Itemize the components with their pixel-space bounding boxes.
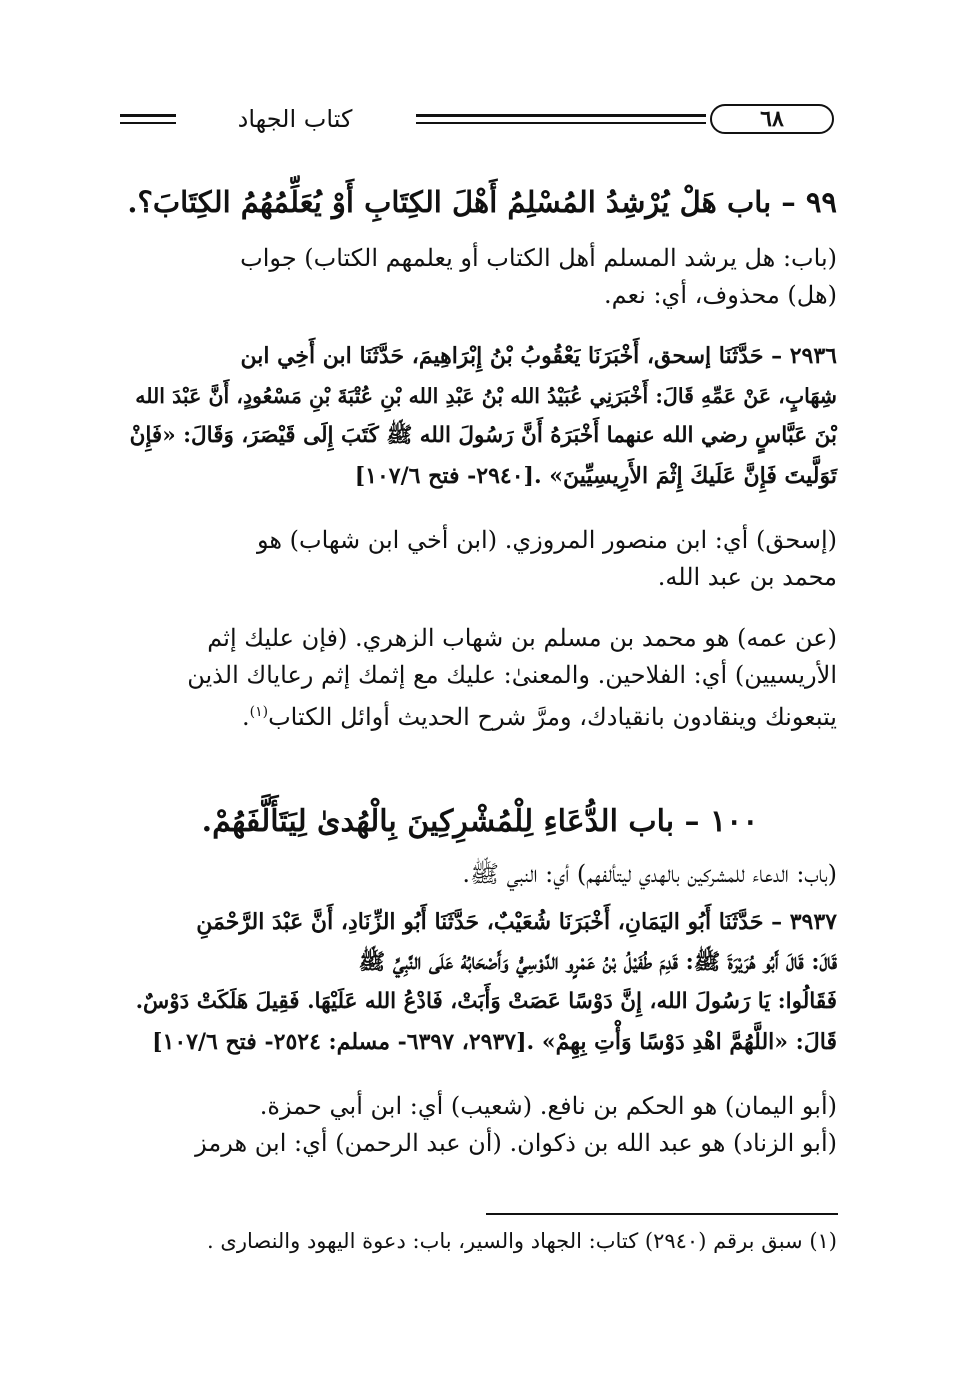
explanation-line: (أبو اليمان) هو الحكم بن نافع. (شعيب) أي: ابن أبي حمزة. [259,1092,837,1120]
hadith-2937 [121,902,837,1062]
hadith-line: ٣٩٣٧ – حَدَّثَنَا أَبُو اليَمَانِ، أَخْبَرَنَا شُعَيْبٌ، حَدَّثَنَا أَبُو الزِّنَادِ، أَنَّ عَبْدَ الرَّحْمَنِ [196,909,837,935]
page-header [120,100,836,140]
hadith-line: فَقَالُوا: يَا رَسُولَ الله، إِنَّ دَوْسًا عَصَتْ وَأَبَتْ، فَادْعُ الله عَلَيْهَا. فَقِيلَ هَلَكَتْ دَوْسٌ. [135,989,837,1014]
section-99-heading: ٩٩ – باب هَلْ يُرْشِدُ المُسْلِمُ أَهْلَ الكِتَابِ أَوْ يُعَلِّمُهُمُ الكِتَابَ؟. [127,185,837,219]
header-rule-left-thin [120,122,176,124]
commentary-line: (هل) محذوف، أي: نعم. [603,281,837,309]
commentary-line: (باب: الدعاء للمشركين بالهدي ليتألفهم) أي: النبي ﷺ. [462,860,837,888]
header-rule-left [120,114,176,117]
page-number: ٦٨ [710,104,834,134]
section-100-explanation [121,1088,837,1162]
commentary-line: (باب: هل يرشد المسلم أهل الكتاب أو يعلمهم الكتاب) جواب [240,244,837,272]
section-99-explanation-1 [121,522,837,596]
explanation-line [121,694,837,736]
footnote-rule [486,1213,838,1215]
section-99-explanation-2 [121,620,837,736]
explanation-line: (إسحق) أي: ابن منصور المروزي. (ابن أخي ابن شهاب) هو [256,526,837,554]
hadith-line: قَالَ: قَالَ أَبُو هُرَيْرَةَ ﷺ: قَدِمَ طُفَيْلُ بْنُ عَمْرٍو الدَّوْسِيُّ وَأَصْحَابُهُ عَلَى النَّبِيِّ ﷺ [358,949,837,975]
explanation-text: يتبعونك وينقادون بانقيادك، ومرَّ شرح الحديث أوائل الكتاب [268,703,837,731]
section-100-commentary [121,856,837,893]
hadith-line: شِهَابٍ، عَنْ عَمِّهِ قَالَ: أَخْبَرَنِي عُبَيْدُ الله بْنُ عَبْدِ الله بْنِ عُتْبَةَ بْنِ مَسْعُودٍ، أَنَّ عَبْدَ الله [135,384,837,408]
running-title: كتاب الجهاد [237,105,353,133]
section-100-heading: ١٠٠ – باب الدُّعَاءِ لِلْمُشْرِكِينَ بِالْهُدىٰ لِيَتَأَلَّفَهُمْ. [201,804,759,839]
footnote-reference: (١) [249,704,269,720]
footnote: (١) سبق برقم (٢٩٤٠) كتاب: الجهاد والسير، باب: دعوة اليهود والنصارى . [207,1229,837,1253]
explanation-line: الأريسيين) أي: الفلاحين. والمعنىٰ: عليك مع إثمك إثم رعاياك الذين [187,661,837,689]
hadith-line: ٢٩٣٦ – حَدَّثَنَا إسحق، أَخْبَرَنَا يَعْقُوبُ بْنُ إِبْرَاهِيمَ، حَدَّثَنَا ابن أَخِي ابن [240,343,837,369]
header-rule-middle-thin [416,122,706,124]
hadith-line: قَالَ: «اللَّهُمَّ اهْدِ دَوْسًا وَأْتِ بِهِمْ» .[٢٩٣٧، ٦٣٩٧- مسلم: ٢٥٢٤- فتح ١٠٧/٦] [152,1029,837,1055]
header-rule-middle [416,114,706,117]
explanation-line: (أبو الزناد) هو عبد الله بن ذكوان. (أن عبد الرحمن) أي: ابن هرمز [195,1129,837,1157]
hadith-line: بْنَ عَبَّاسٍ رضي الله عنهما أَخْبَرَهُ أَنَّ رَسُولَ الله ﷺ كَتَبَ إِلَى قَيْصَرَ، وَقَالَ: «فَإِنْ [129,423,837,448]
sentence-end: . [241,703,250,731]
explanation-line: (عن عمه) هو محمد بن مسلم بن شهاب الزهري. (فإن عليك إثم [207,624,837,652]
hadith-2936 [121,336,837,496]
hadith-line: تَوَلَّيتَ فَإِنَّ عَلَيكَ إِثْمَ الأَرِيسِيِّينَ» .[٢٩٤٠- فتح ١٠٧/٦] [354,463,837,489]
explanation-line: محمد بن عبد الله. [657,563,837,591]
section-99-commentary [121,240,837,314]
